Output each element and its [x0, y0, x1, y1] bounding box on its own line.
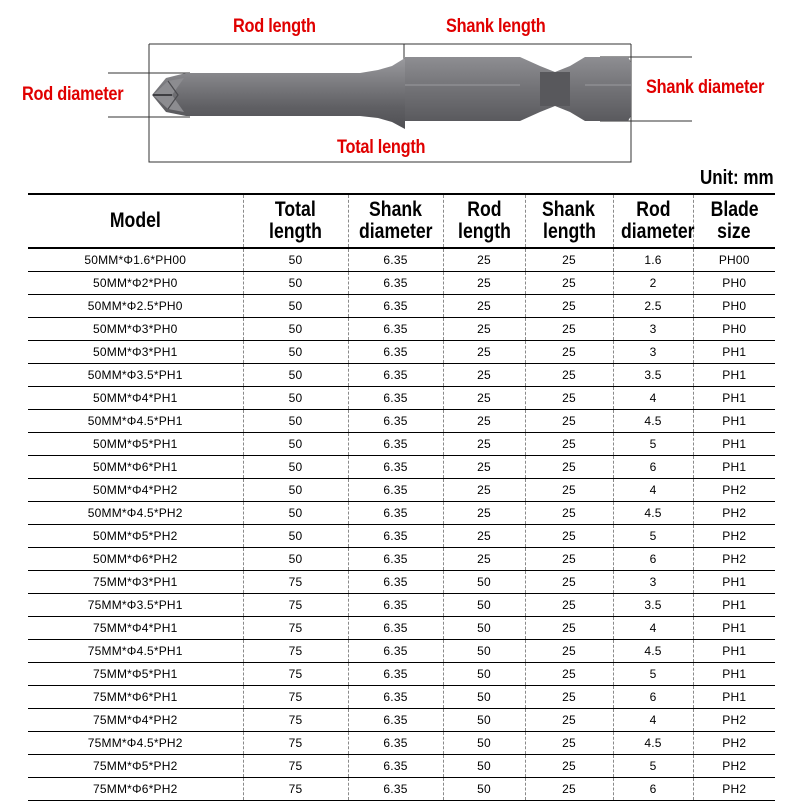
cell-model: 50MM*Φ5*PH2	[28, 525, 243, 548]
cell-shank-length: 25	[525, 755, 613, 778]
cell-rod-diameter: 6	[613, 456, 693, 479]
cell-shank-diameter: 6.35	[348, 364, 443, 387]
cell-blade-size: PH2	[693, 502, 775, 525]
cell-shank-diameter: 6.35	[348, 456, 443, 479]
cell-rod-length: 25	[443, 272, 525, 295]
cell-model: 75MM*Φ4.5*PH1	[28, 640, 243, 663]
cell-shank-length: 25	[525, 571, 613, 594]
cell-rod-length: 50	[443, 663, 525, 686]
cell-total-length: 50	[243, 387, 348, 410]
cell-total-length: 50	[243, 318, 348, 341]
cell-shank-diameter: 6.35	[348, 571, 443, 594]
cell-shank-length: 25	[525, 248, 613, 272]
cell-rod-length: 50	[443, 594, 525, 617]
cell-total-length: 75	[243, 755, 348, 778]
cell-blade-size: PH2	[693, 525, 775, 548]
cell-shank-length: 25	[525, 778, 613, 801]
cell-blade-size: PH1	[693, 387, 775, 410]
cell-rod-diameter: 5	[613, 433, 693, 456]
cell-rod-diameter: 5	[613, 663, 693, 686]
cell-blade-size: PH2	[693, 732, 775, 755]
cell-rod-diameter: 4	[613, 709, 693, 732]
cell-blade-size: PH2	[693, 479, 775, 502]
table-row	[28, 272, 775, 295]
cell-total-length: 75	[243, 617, 348, 640]
hex-shank	[405, 57, 631, 121]
cell-total-length: 75	[243, 594, 348, 617]
cell-rod-diameter: 6	[613, 686, 693, 709]
cell-shank-length: 25	[525, 295, 613, 318]
cell-rod-length: 50	[443, 617, 525, 640]
cell-blade-size: PH1	[693, 640, 775, 663]
cell-total-length: 50	[243, 548, 348, 571]
cell-blade-size: PH1	[693, 571, 775, 594]
cell-rod-diameter: 6	[613, 778, 693, 801]
cell-rod-length: 50	[443, 755, 525, 778]
cell-rod-length: 25	[443, 341, 525, 364]
cell-shank-length: 25	[525, 272, 613, 295]
cell-shank-diameter: 6.35	[348, 755, 443, 778]
header-blade-size: Blade size	[693, 194, 775, 248]
cell-rod-diameter: 3	[613, 318, 693, 341]
header-shank-length: Shank length	[525, 194, 613, 248]
cell-model: 75MM*Φ4.5*PH2	[28, 732, 243, 755]
cell-shank-diameter: 6.35	[348, 295, 443, 318]
shank-diameter-label: Shank diameter	[646, 77, 765, 98]
cell-shank-diameter: 6.35	[348, 548, 443, 571]
cell-shank-diameter: 6.35	[348, 709, 443, 732]
cell-shank-diameter: 6.35	[348, 732, 443, 755]
cell-model: 50MM*Φ4*PH1	[28, 387, 243, 410]
cell-shank-length: 25	[525, 709, 613, 732]
cell-blade-size: PH2	[693, 755, 775, 778]
cell-rod-length: 25	[443, 548, 525, 571]
cell-rod-length: 25	[443, 248, 525, 272]
table-row	[28, 732, 775, 755]
unit-label: Unit: mm	[700, 167, 774, 189]
cell-shank-length: 25	[525, 732, 613, 755]
cell-total-length: 50	[243, 502, 348, 525]
total-length-label: Total length	[337, 137, 426, 158]
table-row	[28, 525, 775, 548]
table-row	[28, 456, 775, 479]
cell-shank-length: 25	[525, 410, 613, 433]
cell-shank-diameter: 6.35	[348, 686, 443, 709]
cell-shank-length: 25	[525, 364, 613, 387]
cell-total-length: 50	[243, 272, 348, 295]
cell-total-length: 75	[243, 709, 348, 732]
cell-shank-length: 25	[525, 387, 613, 410]
cell-shank-length: 25	[525, 318, 613, 341]
cell-shank-length: 25	[525, 456, 613, 479]
cell-total-length: 75	[243, 732, 348, 755]
cell-model: 75MM*Φ5*PH1	[28, 663, 243, 686]
cell-model: 75MM*Φ6*PH2	[28, 778, 243, 801]
cell-total-length: 50	[243, 341, 348, 364]
cell-total-length: 50	[243, 410, 348, 433]
cell-rod-diameter: 4.5	[613, 410, 693, 433]
cell-shank-length: 25	[525, 686, 613, 709]
cell-total-length: 50	[243, 456, 348, 479]
table-row	[28, 479, 775, 502]
cell-model: 50MM*Φ4*PH2	[28, 479, 243, 502]
cell-rod-diameter: 4	[613, 387, 693, 410]
table-row	[28, 364, 775, 387]
cell-blade-size: PH0	[693, 295, 775, 318]
cell-shank-diameter: 6.35	[348, 778, 443, 801]
cell-shank-length: 25	[525, 525, 613, 548]
header-total-length: Total length	[243, 194, 348, 248]
cell-rod-length: 50	[443, 640, 525, 663]
cell-model: 50MM*Φ1.6*PH00	[28, 248, 243, 272]
cell-model: 50MM*Φ3.5*PH1	[28, 364, 243, 387]
cell-shank-diameter: 6.35	[348, 640, 443, 663]
rod-diameter-label: Rod diameter	[22, 84, 124, 105]
cell-rod-length: 25	[443, 318, 525, 341]
table-row	[28, 594, 775, 617]
cell-blade-size: PH00	[693, 248, 775, 272]
cell-rod-length: 25	[443, 410, 525, 433]
cell-rod-length: 25	[443, 295, 525, 318]
cell-shank-diameter: 6.35	[348, 248, 443, 272]
cell-blade-size: PH1	[693, 594, 775, 617]
table-row	[28, 410, 775, 433]
cell-shank-length: 25	[525, 341, 613, 364]
cell-model: 50MM*Φ4.5*PH1	[28, 410, 243, 433]
cell-model: 75MM*Φ3.5*PH1	[28, 594, 243, 617]
cell-shank-length: 25	[525, 640, 613, 663]
table-row	[28, 663, 775, 686]
table-header-row	[28, 194, 775, 248]
cell-rod-length: 50	[443, 571, 525, 594]
cell-shank-length: 25	[525, 433, 613, 456]
cell-rod-diameter: 1.6	[613, 248, 693, 272]
cell-model: 75MM*Φ4*PH2	[28, 709, 243, 732]
cell-shank-length: 25	[525, 594, 613, 617]
cell-total-length: 50	[243, 479, 348, 502]
table-row	[28, 686, 775, 709]
cell-rod-diameter: 3.5	[613, 364, 693, 387]
cell-blade-size: PH1	[693, 341, 775, 364]
cell-total-length: 50	[243, 295, 348, 318]
cell-blade-size: PH1	[693, 663, 775, 686]
cell-total-length: 75	[243, 686, 348, 709]
cell-shank-length: 25	[525, 479, 613, 502]
table-row	[28, 755, 775, 778]
cell-model: 50MM*Φ3*PH0	[28, 318, 243, 341]
cell-model: 75MM*Φ3*PH1	[28, 571, 243, 594]
cell-rod-diameter: 6	[613, 548, 693, 571]
cell-blade-size: PH0	[693, 318, 775, 341]
cell-rod-length: 50	[443, 778, 525, 801]
table-row	[28, 248, 775, 272]
table-row	[28, 433, 775, 456]
cell-shank-diameter: 6.35	[348, 525, 443, 548]
cell-rod-length: 25	[443, 456, 525, 479]
cell-shank-diameter: 6.35	[348, 663, 443, 686]
cell-model: 75MM*Φ4*PH1	[28, 617, 243, 640]
header-rod-diameter: Rod diameter	[613, 194, 693, 248]
table-row	[28, 341, 775, 364]
header-rod-length: Rod length	[443, 194, 525, 248]
cell-model: 50MM*Φ3*PH1	[28, 341, 243, 364]
cell-blade-size: PH2	[693, 548, 775, 571]
cell-rod-length: 50	[443, 709, 525, 732]
cell-model: 50MM*Φ6*PH2	[28, 548, 243, 571]
cell-rod-length: 25	[443, 525, 525, 548]
cell-rod-length: 50	[443, 686, 525, 709]
cell-total-length: 50	[243, 525, 348, 548]
table-row	[28, 617, 775, 640]
shank-length-label: Shank length	[446, 16, 546, 37]
cell-shank-diameter: 6.35	[348, 272, 443, 295]
cell-total-length: 50	[243, 248, 348, 272]
dimension-diagram	[0, 0, 800, 172]
cell-total-length: 75	[243, 640, 348, 663]
table-row	[28, 548, 775, 571]
rod-length-label: Rod length	[233, 16, 316, 37]
cell-shank-length: 25	[525, 663, 613, 686]
cell-shank-length: 25	[525, 548, 613, 571]
cell-rod-diameter: 5	[613, 525, 693, 548]
cell-rod-diameter: 2	[613, 272, 693, 295]
cell-rod-length: 25	[443, 387, 525, 410]
cell-blade-size: PH1	[693, 617, 775, 640]
cell-shank-diameter: 6.35	[348, 617, 443, 640]
table-row	[28, 387, 775, 410]
cell-shank-length: 25	[525, 502, 613, 525]
table-row	[28, 318, 775, 341]
header-shank-diameter: Shank diameter	[348, 194, 443, 248]
cell-blade-size: PH1	[693, 410, 775, 433]
cell-total-length: 50	[243, 364, 348, 387]
cell-total-length: 75	[243, 778, 348, 801]
cell-blade-size: PH1	[693, 364, 775, 387]
cell-rod-length: 25	[443, 364, 525, 387]
cell-total-length: 75	[243, 663, 348, 686]
cell-shank-length: 25	[525, 617, 613, 640]
cell-rod-diameter: 2.5	[613, 295, 693, 318]
cell-model: 50MM*Φ2*PH0	[28, 272, 243, 295]
cell-rod-diameter: 4	[613, 617, 693, 640]
cell-model: 75MM*Φ5*PH2	[28, 755, 243, 778]
cell-blade-size: PH2	[693, 778, 775, 801]
table-row	[28, 502, 775, 525]
cell-rod-diameter: 4.5	[613, 502, 693, 525]
table-row	[28, 778, 775, 801]
cell-blade-size: PH1	[693, 686, 775, 709]
cell-rod-diameter: 4	[613, 479, 693, 502]
cell-total-length: 50	[243, 433, 348, 456]
cell-model: 75MM*Φ6*PH1	[28, 686, 243, 709]
table-row	[28, 709, 775, 732]
cell-rod-diameter: 3	[613, 571, 693, 594]
cell-shank-diameter: 6.35	[348, 341, 443, 364]
cell-rod-length: 25	[443, 502, 525, 525]
cell-model: 50MM*Φ5*PH1	[28, 433, 243, 456]
table-row	[28, 295, 775, 318]
cell-rod-length: 25	[443, 479, 525, 502]
cell-blade-size: PH2	[693, 709, 775, 732]
cell-rod-diameter: 5	[613, 755, 693, 778]
table-row	[28, 571, 775, 594]
cell-blade-size: PH1	[693, 433, 775, 456]
cell-shank-diameter: 6.35	[348, 502, 443, 525]
cell-total-length: 75	[243, 571, 348, 594]
cell-model: 50MM*Φ2.5*PH0	[28, 295, 243, 318]
cell-rod-length: 25	[443, 433, 525, 456]
cell-shank-diameter: 6.35	[348, 410, 443, 433]
cell-shank-diameter: 6.35	[348, 594, 443, 617]
bit-rod	[152, 58, 405, 129]
cell-rod-length: 50	[443, 732, 525, 755]
cell-rod-diameter: 3	[613, 341, 693, 364]
cell-shank-diameter: 6.35	[348, 433, 443, 456]
cell-model: 50MM*Φ4.5*PH2	[28, 502, 243, 525]
spec-table	[28, 193, 775, 801]
cell-blade-size: PH0	[693, 272, 775, 295]
cell-rod-diameter: 4.5	[613, 640, 693, 663]
cell-shank-diameter: 6.35	[348, 387, 443, 410]
table-row	[28, 640, 775, 663]
cell-rod-diameter: 3.5	[613, 594, 693, 617]
cell-model: 50MM*Φ6*PH1	[28, 456, 243, 479]
cell-blade-size: PH1	[693, 456, 775, 479]
cell-rod-diameter: 4.5	[613, 732, 693, 755]
cell-shank-diameter: 6.35	[348, 479, 443, 502]
header-model: Model	[28, 194, 243, 248]
cell-shank-diameter: 6.35	[348, 318, 443, 341]
